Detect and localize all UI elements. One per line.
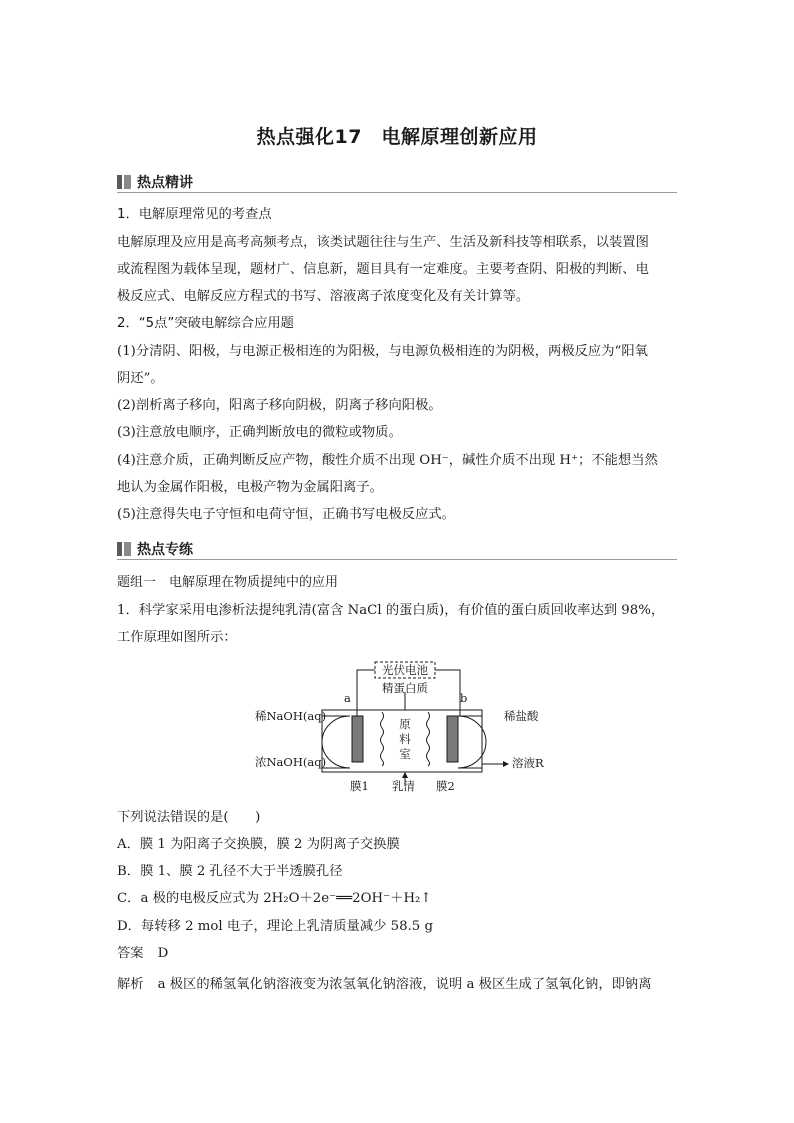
point-heading-1: 1．电解原理常见的考查点	[117, 207, 272, 222]
electrode-b-label: b	[460, 691, 468, 705]
analysis-text: a 极区的稀氢氧化钠溶液变为浓氢氧化钠溶液，说明 a 极区生成了氢氧化钠，即钠离	[157, 977, 652, 992]
point-heading-2: 2．“5点”突破电解综合应用题	[117, 316, 294, 331]
solution-r-label: 溶液R	[512, 756, 544, 770]
dilute-hcl-label: 稀盐酸	[504, 709, 539, 723]
paragraph-line: 地认为金属作阳极，电极产物为金属阳离子。	[117, 480, 383, 495]
section-heading-label: 热点精讲	[137, 175, 193, 191]
section-heading-practice	[117, 538, 677, 560]
electrodialysis-diagram	[250, 656, 550, 794]
conc-naoh-label: 浓NaOH(aq)	[255, 755, 327, 769]
left-flow-curve	[322, 716, 350, 768]
answer-line	[117, 944, 679, 964]
electrode-a-label: a	[344, 691, 351, 705]
membrane-1	[381, 712, 384, 766]
membrane-2	[427, 712, 430, 766]
paragraph-line: 阴还”。	[117, 371, 164, 386]
chamber-label-3: 室	[399, 747, 411, 761]
section-marker-icon	[117, 175, 131, 189]
electrode-b	[447, 716, 458, 762]
dilute-naoh-label: 稀NaOH(aq)	[255, 709, 327, 723]
analysis-line	[117, 975, 679, 995]
question-stem: 下列说法错误的是( )	[117, 810, 261, 825]
paragraph-line: (5)注意得失电子守恒和电荷守恒，正确书写电极反应式。	[117, 507, 455, 522]
answer-label: 答案	[117, 946, 144, 961]
wire-left	[357, 670, 375, 716]
option-d: D．每转移 2 mol 电子，理论上乳清质量减少 58.5 g	[117, 919, 433, 934]
option-a: A．膜 1 为阳离子交换膜，膜 2 为阴离子交换膜	[117, 837, 400, 852]
option-c: C．a 极的电极反应式为 2H₂O＋2e⁻══2OH⁻＋H₂↑	[117, 891, 432, 906]
whey-label: 乳清	[392, 779, 415, 793]
section-marker-icon	[117, 542, 131, 556]
paragraph-line: (2)剖析离子移向，阳离子移向阴极，阴离子移向阳极。	[117, 398, 442, 413]
paragraph-line: 或流程图为载体呈现，题材广、信息新，题目具有一定难度。主要考查阴、阳极的判断、电	[117, 262, 649, 277]
paragraph-line: (1)分清阴、阳极，与电源正极相连的为阳极，与电源负极相连的为阴极，两极反应为“阳氧	[117, 344, 648, 359]
option-b: B．膜 1、膜 2 孔径不大于半透膜孔径	[117, 864, 343, 879]
paragraph-line: (3)注意放电顺序，正确判断放电的微粒或物质。	[117, 425, 402, 440]
page-title: 热点强化17 电解原理创新应用	[256, 126, 538, 148]
paragraph-line: 电解原理及应用是高考高频考点，该类试题往往与生产、生活及新科技等相联系，以装置图	[117, 235, 649, 250]
membrane-1-label: 膜1	[350, 779, 369, 793]
wire-right	[435, 670, 460, 716]
question-group-title: 题组一 电解原理在物质提纯中的应用	[117, 575, 339, 590]
paragraph-line: 极反应式、电解反应方程式的书写、溶液离子浓度变化及有关计算等。	[117, 289, 530, 304]
membrane-2-label: 膜2	[436, 779, 455, 793]
chamber-label-2: 料	[399, 732, 411, 746]
analysis-label: 解析	[117, 977, 144, 992]
electrode-a	[352, 716, 363, 762]
section-heading-hot-points	[117, 171, 677, 193]
paragraph-line: (4)注意介质，正确判断反应产物，酸性介质不出现 OH⁻，碱性介质不出现 H⁺；不能想当然	[117, 453, 658, 468]
answer-value: D	[157, 946, 169, 961]
section-heading-label: 热点专练	[137, 542, 193, 558]
question-1-line-1: 1．科学家采用电渗析法提纯乳清(富含 NaCl 的蛋白质)，有价值的蛋白质回收率达到 98%，	[117, 603, 665, 618]
question-1-line-2: 工作原理如图所示：	[117, 630, 237, 645]
battery-label: 光伏电池	[382, 663, 428, 677]
chamber-label-1: 原	[399, 717, 411, 731]
refined-protein-label: 精蛋白质	[382, 681, 428, 695]
